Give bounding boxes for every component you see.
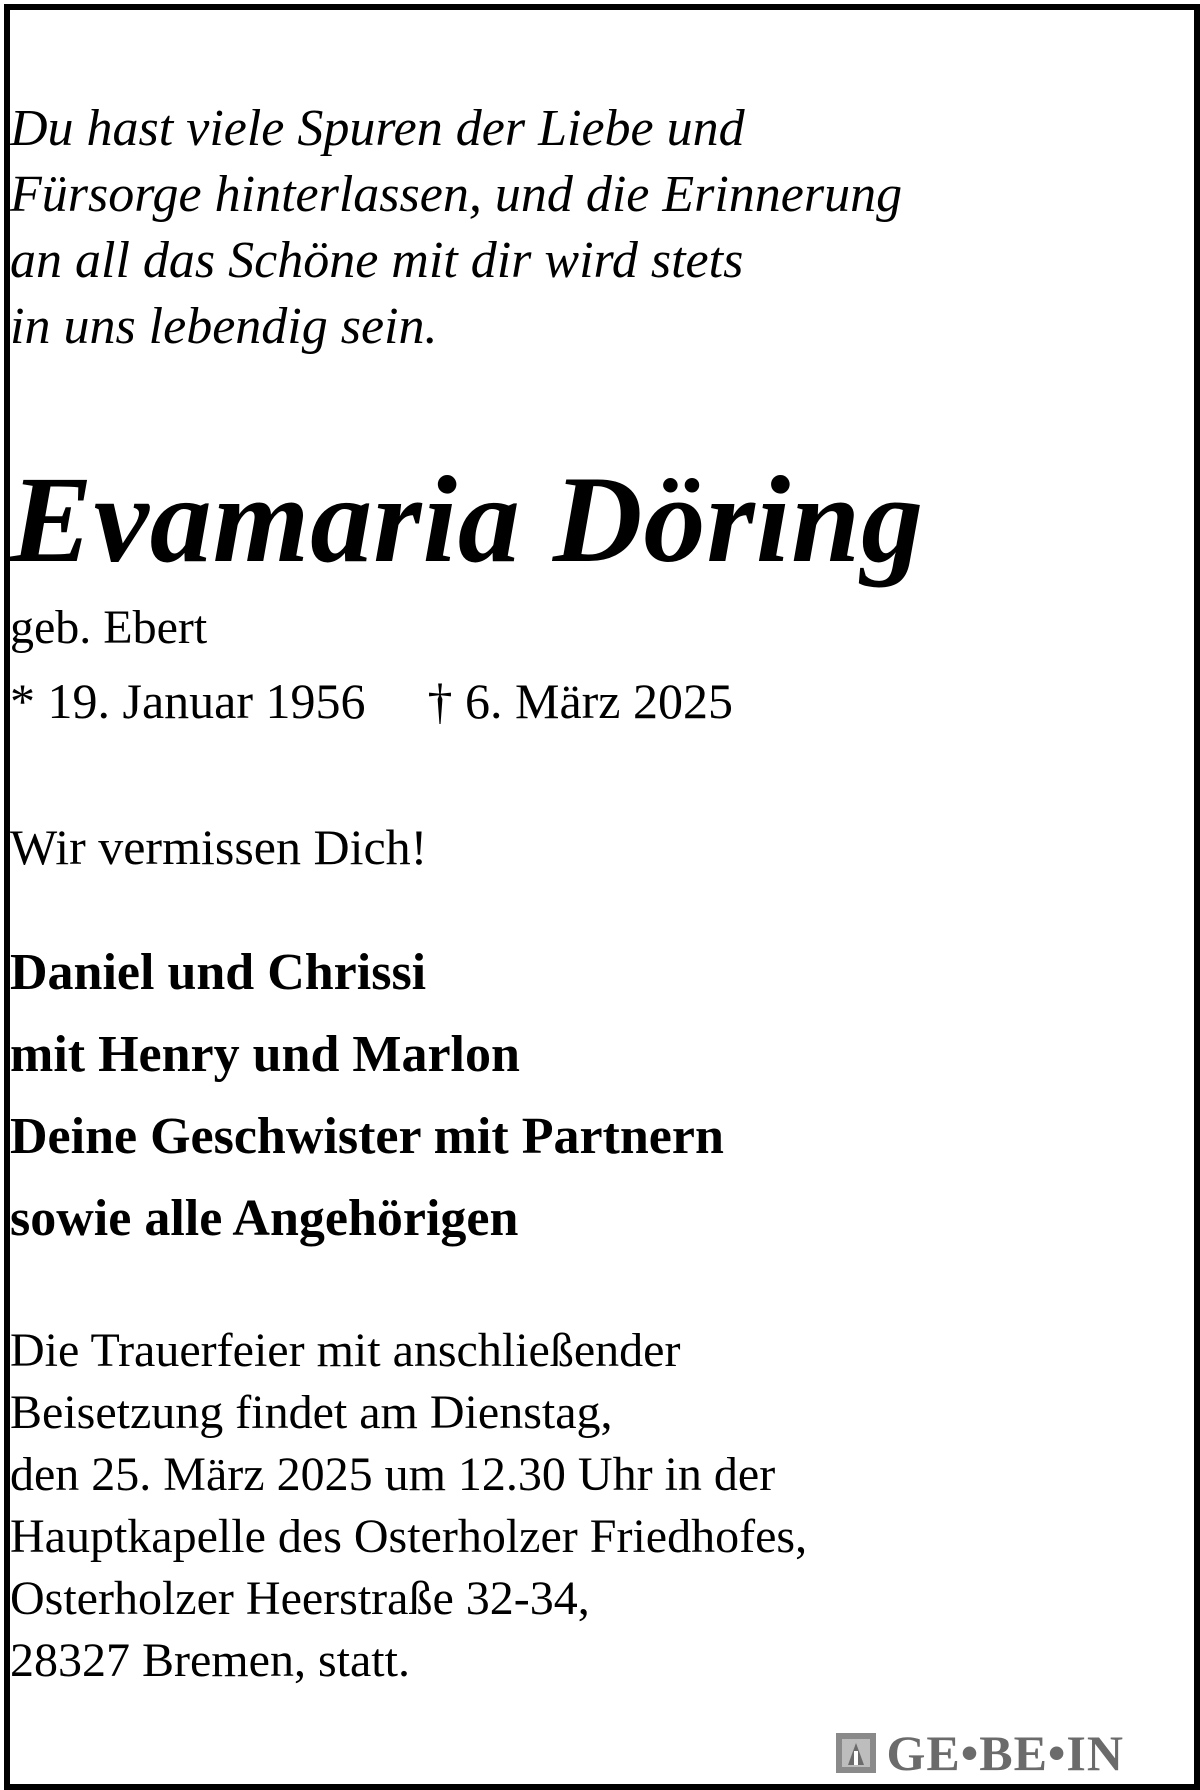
funeral-home-logo (834, 1724, 1124, 1782)
service-line: Die Trauerfeier mit anschließender (10, 1324, 681, 1377)
verse-line: Du hast viele Spuren der Liebe und (10, 100, 745, 157)
born-name: geb. Ebert (10, 601, 208, 654)
verse-line: in uns lebendig sein. (10, 298, 438, 355)
service-line: Beisetzung findet am Dienstag, (10, 1386, 613, 1439)
mourner-line: Daniel und Chrissi (10, 944, 427, 1001)
mourners-list (10, 932, 1194, 1260)
funeral-home-logo-icon (834, 1729, 878, 1777)
verse-line: an all das Schöne mit dir wird stets (10, 232, 744, 289)
mourner-line: Deine Geschwister mit Partnern (10, 1108, 724, 1165)
service-line: Hauptkapelle des Osterholzer Friedhofes, (10, 1510, 808, 1563)
deceased-name: Evamaria Döring (10, 451, 925, 588)
service-line: Osterholzer Heerstraße 32-34, (10, 1572, 590, 1625)
funeral-service-info (10, 1320, 1194, 1692)
life-dates (10, 670, 1194, 732)
mourner-line: sowie alle Angehörigen (10, 1190, 519, 1247)
birth-date: * 19. Januar 1956 (10, 673, 366, 729)
obituary-frame (4, 4, 1200, 1790)
mourner-line: mit Henry und Marlon (10, 1026, 520, 1083)
service-line: 28327 Bremen, statt. (10, 1634, 410, 1687)
verse-line: Fürsorge hinterlassen, und die Erinnerung (10, 166, 903, 223)
farewell-message: Wir vermissen Dich! (10, 819, 428, 875)
service-line: den 25. März 2025 um 12.30 Uhr in der (10, 1448, 776, 1501)
death-date: † 6. März 2025 (427, 673, 733, 729)
funeral-home-logo-text: GE•BE•IN (886, 1725, 1124, 1781)
memorial-verse (10, 96, 1194, 360)
